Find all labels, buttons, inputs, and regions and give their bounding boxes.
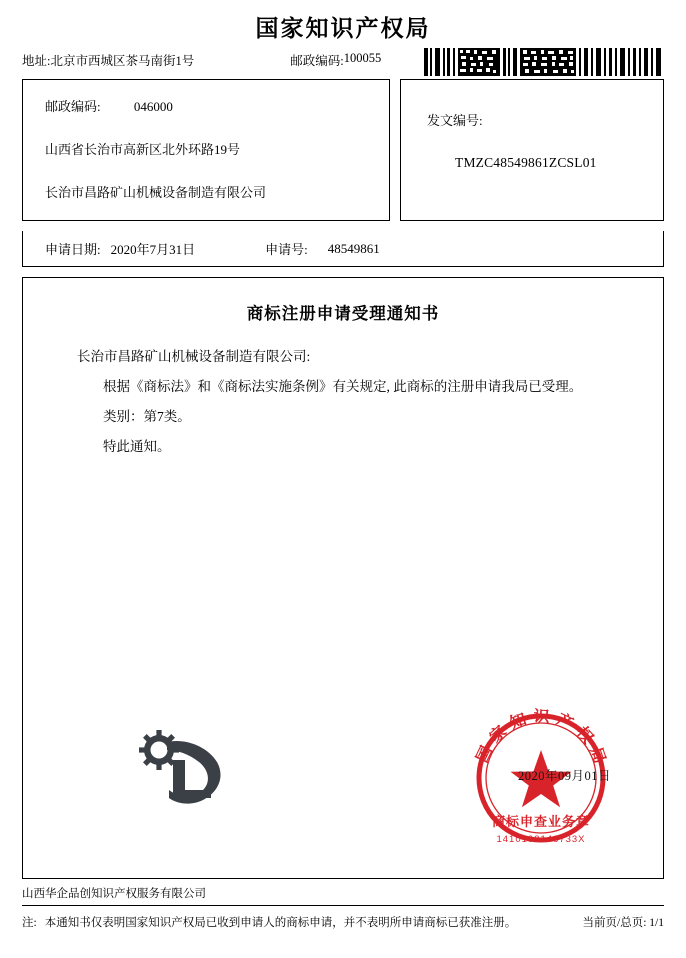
company-logo-icon — [133, 728, 243, 818]
header-address-row — [22, 51, 664, 77]
footer-note-text: 本通知书仅表明国家知识产权局已收到申请人的商标申请，并不表明所申请商标已获准注册。 — [44, 917, 517, 929]
header-postcode-label: 邮政编码: — [290, 54, 344, 68]
notice-body — [22, 277, 664, 879]
application-info-row — [22, 231, 664, 267]
header-address-label: 地址: — [22, 54, 51, 68]
footer-service-company: 山西华企品创知识产权服务有限公司 — [22, 888, 206, 900]
application-number-label: 申请号: — [265, 242, 308, 257]
footer-page-indicator: 当前页/总页: 1/1 — [582, 917, 664, 929]
address-boxes — [22, 79, 664, 221]
header-address-value: 北京市西城区茶马南街1号 — [50, 54, 195, 68]
recipient-postcode-label: 邮政编码: — [45, 99, 101, 114]
header-postcode-value: 100055 — [343, 51, 382, 65]
seal-date: 2020年09月01日 — [517, 769, 611, 783]
notice-paragraph-1: 根据《商标法》和《商标法实施条例》有关规定, 此商标的注册申请我局已受理。 — [103, 379, 583, 394]
recipient-company: 长治市昌路矿山机械设备制造有限公司 — [45, 185, 267, 200]
notice-title: 商标注册申请受理通知书 — [246, 304, 440, 323]
serial-label: 发文编号: — [427, 113, 483, 128]
recipient-box — [22, 79, 390, 221]
application-number-value: 48549861 — [327, 240, 380, 256]
notice-paragraph-2: 类别：第7类。 — [103, 409, 191, 424]
page-title: 国家知识产权局 — [255, 16, 431, 41]
application-date-value: 2020年7月31日 — [110, 242, 196, 257]
serial-box — [400, 79, 664, 221]
recipient-postcode-line — [45, 96, 389, 115]
svg-text:国家知识产权局: 国家知识产权局 — [474, 708, 610, 772]
recipient-address: 山西省长治市高新区北外环路19号 — [45, 142, 241, 157]
seal-number: 1410108146733X — [496, 834, 586, 845]
notice-paragraph-3: 特此通知。 — [103, 439, 171, 454]
barcode-icon — [424, 47, 664, 77]
footer-note-label: 注: — [22, 917, 37, 929]
recipient-postcode-value: 046000 — [133, 99, 173, 114]
notice-salutation: 长治市昌路矿山机械设备制造有限公司: — [77, 349, 311, 364]
footer-note — [22, 914, 664, 930]
application-date-label: 申请日期: — [45, 242, 101, 257]
seal-inner-text: 商标申查业务章 — [491, 814, 591, 829]
serial-value: TMZC48549861ZCSL01 — [455, 155, 597, 170]
footer-divider — [22, 905, 664, 906]
